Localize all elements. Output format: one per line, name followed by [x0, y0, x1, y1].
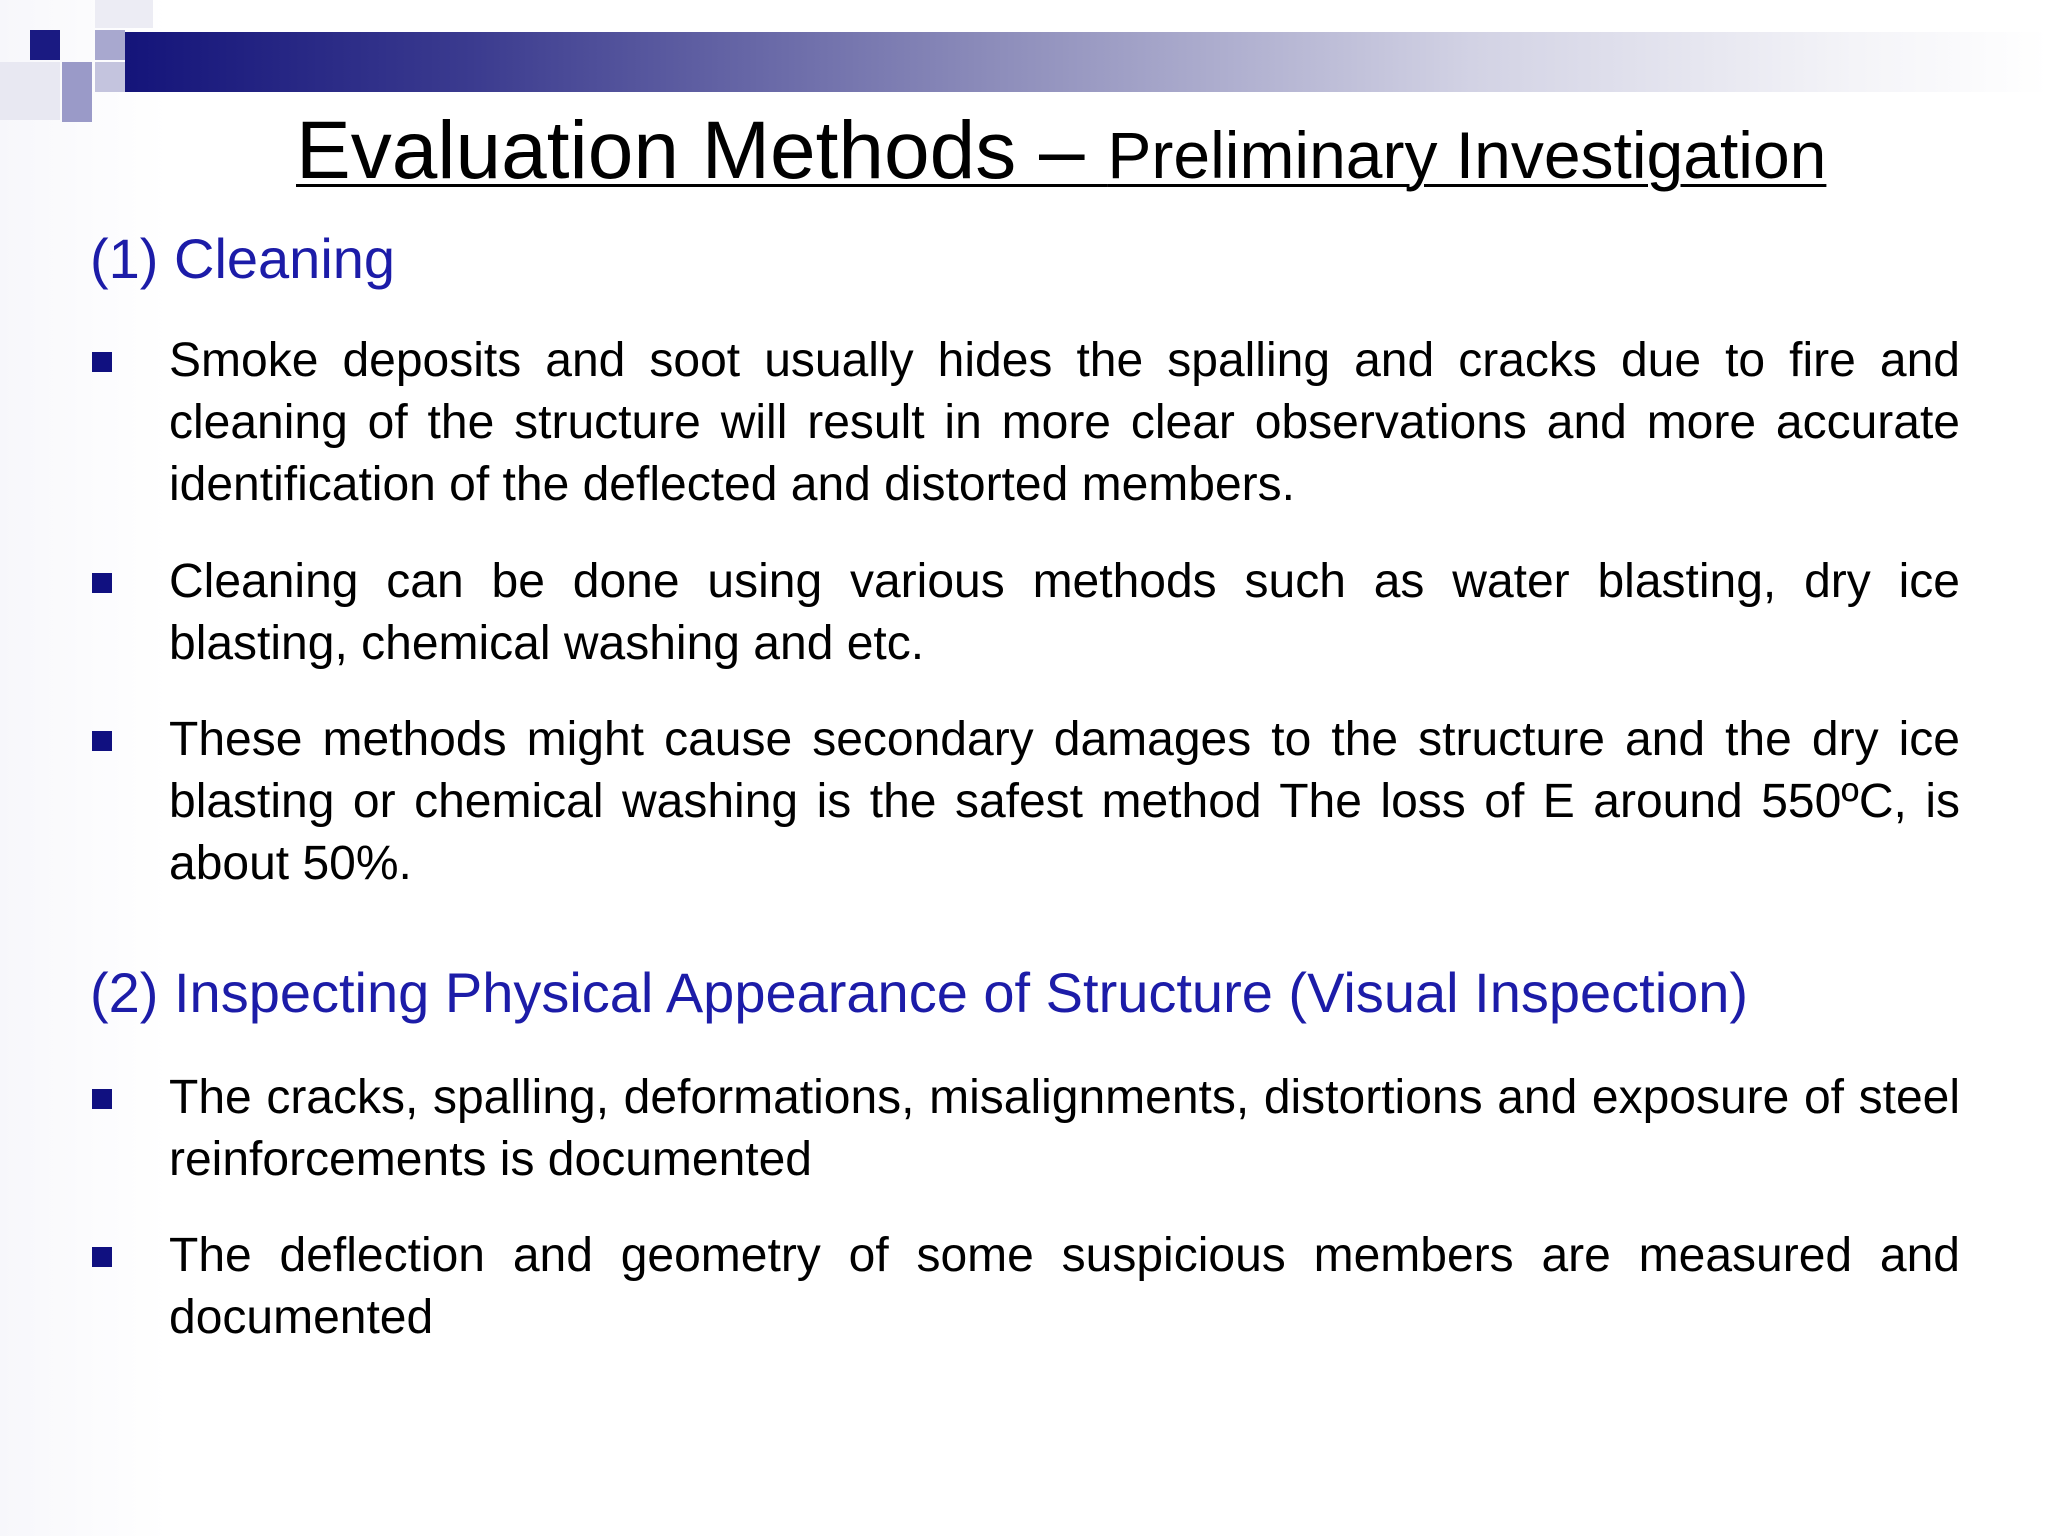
logo-square [30, 30, 60, 60]
section-heading-visual-inspection: (2) Inspecting Physical Appearance of Structure (Visual Inspection) [90, 961, 1749, 1024]
section-heading-cleaning: (1) Cleaning [90, 227, 396, 290]
logo-square [62, 62, 92, 122]
bullet-text: Smoke deposits and soot usually hides the spalling and cracks due to fire and cleaning of the structure will result in more clear observations and more accurate identification of the deflected and distorted members. [169, 334, 1960, 511]
square-bullet-icon [92, 352, 112, 372]
slide-title-main: Evaluation Methods – [296, 105, 1108, 196]
square-bullet-icon [92, 1089, 112, 1109]
slide-title [296, 104, 1826, 198]
slide-title-sub: Preliminary Investigation [1107, 118, 1827, 192]
logo-square [95, 0, 153, 28]
square-bullet-icon [92, 731, 112, 751]
bullet-text: These methods might cause secondary damages to the structure and the dry ice blasting or chemical washing is the safest method The loss of E around 550ºC, is about 50%. [169, 713, 1960, 890]
bullet-text: The cracks, spalling, deformations, misalignments, distortions and exposure of steel reinforcements is documented [169, 1071, 1960, 1186]
square-bullet-icon [92, 1247, 112, 1267]
bullet-text: Cleaning can be done using various methods such as water blasting, dry ice blasting, chemical washing and etc. [169, 555, 1960, 670]
logo-square [0, 62, 60, 120]
logo-square [95, 30, 125, 60]
bullet-text: The deflection and geometry of some suspicious members are measured and documented [169, 1229, 1960, 1344]
square-bullet-icon [92, 573, 112, 593]
header-gradient-bar [125, 32, 2048, 92]
logo-square [95, 62, 125, 92]
